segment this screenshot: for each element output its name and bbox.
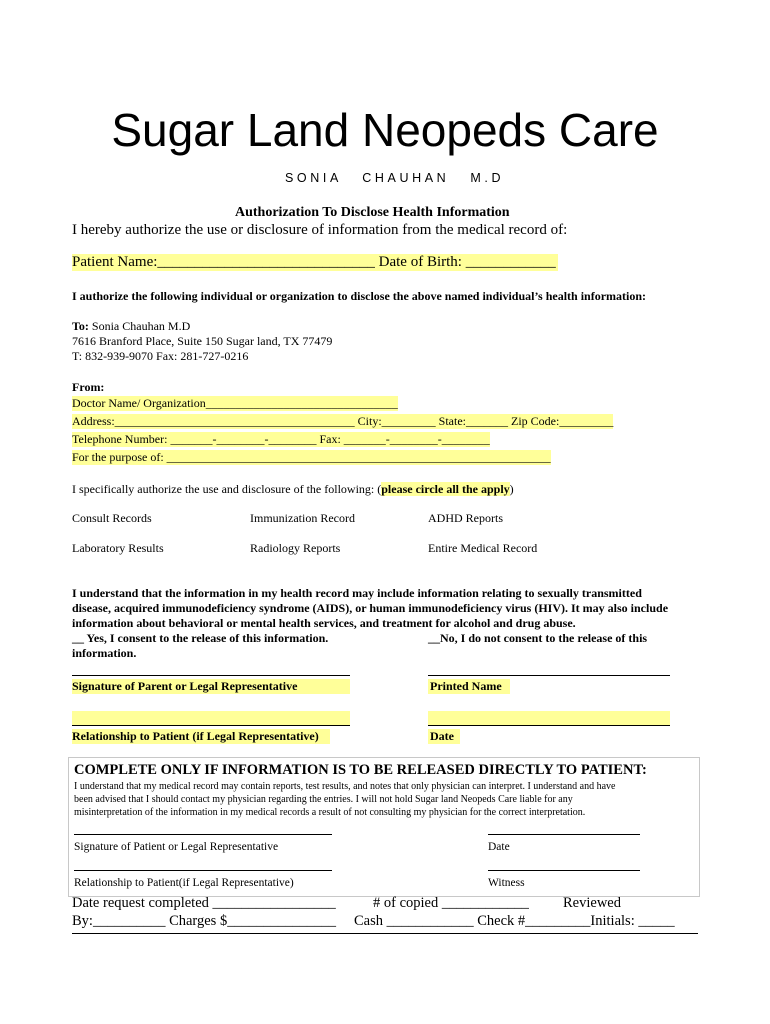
option-laboratory-results[interactable]: Laboratory Results [72, 541, 164, 555]
option-entire-medical-record[interactable]: Entire Medical Record [428, 541, 538, 555]
practice-name: Sugar Land Neopeds Care [111, 104, 659, 156]
consent-yes[interactable]: __ Yes, I consent to the release of this information. [72, 631, 329, 645]
consent-no[interactable]: __No, I do not consent to the release of this [428, 631, 648, 645]
to-line [72, 319, 190, 334]
relationship-line [72, 725, 350, 726]
date-line [428, 725, 670, 726]
understand-line-3: information about behavioral or mental health services, and treatment for alcohol and drug abuse. [72, 616, 576, 630]
patient-relationship-label: Relationship to Patient(if Legal Representative) [74, 877, 294, 889]
option-radiology-reports[interactable]: Radiology Reports [250, 541, 341, 555]
understand-line-2: disease, acquired immunodeficiency syndrome (AIDS), or human immunodeficiency virus (HIV). It may also include [72, 601, 669, 615]
patient-relationship-line[interactable] [74, 870, 332, 871]
witness-label: Witness [488, 877, 525, 889]
option-immunization-record[interactable]: Immunization Record [250, 511, 355, 525]
date-field[interactable] [428, 711, 670, 725]
from-address-field[interactable]: Address:________________________________________ City:_________ State:_______ Zip Code:_________ [72, 414, 614, 428]
specifically-close: ) [509, 482, 514, 496]
from-label: From: [72, 380, 105, 394]
patient-box-text-3: misinterpretation of the information in my medical records a result of not consulting my physician for the correct interpretation. [74, 807, 586, 818]
specifically-text: I specifically authorize the use and disclosure of the following: ( [72, 482, 382, 496]
number-of-copies[interactable]: # of copied ____________ [373, 895, 529, 911]
form-heading: Authorization To Disclose Health Information [235, 205, 510, 220]
to-label: To: [72, 319, 89, 333]
patient-box-text-1: I understand that my medical record may contain reports, test results, and notes that only physician can interpret. I understand and have [74, 781, 616, 792]
patient-signature-line[interactable] [74, 834, 332, 835]
patient-box-heading: COMPLETE ONLY IF INFORMATION IS TO BE RELEASED DIRECTLY TO PATIENT: [74, 762, 647, 778]
patient-box-text-2: been advised that I should contact my physician regarding the entries. I will not hold Sugar land Neopeds Care liable for any [74, 794, 573, 805]
signature-parent-line[interactable] [72, 675, 350, 676]
doctor-subtitle: SONIA CHAUHAN M.D [285, 171, 505, 185]
from-purpose-field[interactable]: For the purpose of: ________________________________________________________________ [72, 450, 551, 464]
patient-signature-label: Signature of Patient or Legal Representative [74, 841, 279, 853]
date-request-completed[interactable]: Date request completed _________________ [72, 895, 336, 911]
cash-check-initials[interactable]: Cash ____________ Check #_________Initials: _____ [354, 913, 675, 929]
reviewed-label: Reviewed [563, 895, 621, 911]
consent-yes-continued: information. [72, 646, 137, 660]
witness-line[interactable] [488, 870, 640, 871]
printed-name-line[interactable] [428, 675, 670, 676]
intro-text: I hereby authorize the use or disclosure of information from the medical record of: [72, 222, 568, 238]
date-label: Date [428, 729, 460, 744]
from-telephone-field[interactable]: Telephone Number: _______-________-________ Fax: _______-________-________ [72, 432, 490, 446]
to-address: 7616 Branford Place, Suite 150 Sugar land, TX 77479 [72, 334, 333, 348]
by-charges[interactable]: By:__________ Charges $_______________ [72, 913, 336, 929]
circle-instruction: please circle all the apply [381, 482, 510, 496]
relationship-field[interactable] [72, 711, 350, 725]
printed-name-label: Printed Name [428, 679, 510, 694]
option-consult-records[interactable]: Consult Records [72, 511, 152, 525]
patient-date-line[interactable] [488, 834, 640, 835]
patient-date-label: Date [488, 841, 510, 853]
patient-name-dob-field[interactable]: Patient Name:_____________________________ Date of Birth: ____________ [72, 254, 556, 270]
bottom-rule [72, 933, 698, 934]
relationship-label: Relationship to Patient (if Legal Representative) [72, 729, 330, 744]
signature-parent-label: Signature of Parent or Legal Representative [72, 679, 350, 694]
option-adhd-reports[interactable]: ADHD Reports [428, 511, 503, 525]
understand-line-1: I understand that the information in my health record may include information relating to sexually transmitted [72, 586, 642, 600]
to-name: Sonia Chauhan M.D [88, 319, 191, 333]
authorize-statement: I authorize the following individual or organization to disclose the above named individual’s health information: [72, 289, 647, 303]
to-phone: T: 832-939-9070 Fax: 281-727-0216 [72, 349, 249, 363]
specifically-authorize [72, 482, 514, 497]
from-doctor-field[interactable]: Doctor Name/ Organization________________________________ [72, 396, 398, 410]
